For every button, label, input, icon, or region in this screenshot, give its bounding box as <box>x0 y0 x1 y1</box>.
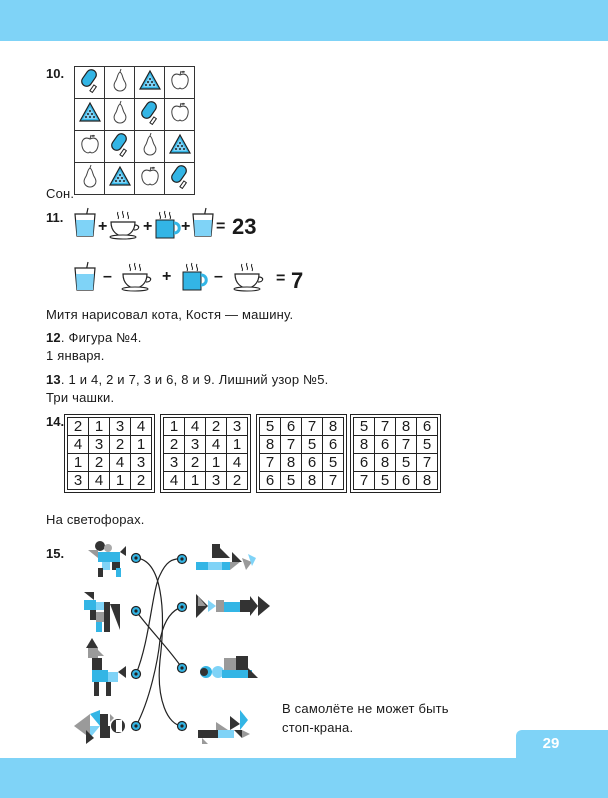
square-cell: 5 <box>302 436 323 454</box>
square-cell: 8 <box>354 436 375 454</box>
square-cell: 3 <box>206 472 227 490</box>
tangram-ship <box>196 544 256 570</box>
tangram-giraffe <box>86 638 126 696</box>
square-cell: 8 <box>323 418 344 436</box>
square-cell: 6 <box>354 454 375 472</box>
tangram-plane <box>198 710 250 744</box>
page-number: 29 <box>542 735 560 752</box>
plus-sign: + <box>181 218 191 235</box>
square-cell: 6 <box>396 472 417 490</box>
square-cell: 7 <box>281 436 302 454</box>
square-cell: 1 <box>185 472 206 490</box>
task-12-text: . Фигура №4. <box>60 330 142 345</box>
connecting-lines <box>136 558 182 726</box>
connector-dots <box>132 554 187 731</box>
square-cell: 4 <box>206 436 227 454</box>
line-robot-to-car <box>136 611 182 668</box>
square-cell: 6 <box>260 472 281 490</box>
square-cell: 4 <box>110 454 131 472</box>
task-10-answer: Сон. <box>46 186 75 201</box>
square-cell: 4 <box>89 472 110 490</box>
square-cell: 7 <box>260 454 281 472</box>
square-cell: 2 <box>206 418 227 436</box>
square-cell: 7 <box>375 418 396 436</box>
line-giraffe-to-ship <box>136 559 182 674</box>
task-12-number: 12 <box>46 330 61 345</box>
square-cell: 8 <box>260 436 281 454</box>
square-cell: 3 <box>89 436 110 454</box>
task-13-line2: Три чашки. <box>46 390 115 405</box>
square-cell: 3 <box>68 472 89 490</box>
square-cell: 8 <box>302 472 323 490</box>
square-cell: 5 <box>281 472 302 490</box>
square-cell: 6 <box>281 418 302 436</box>
square-cell: 8 <box>396 418 417 436</box>
square-cell: 5 <box>396 454 417 472</box>
square-cell: 5 <box>323 454 344 472</box>
equation-2-result: 7 <box>291 268 304 293</box>
square-cell: 5 <box>375 472 396 490</box>
square-cell: 5 <box>417 436 438 454</box>
square-cell: 3 <box>131 454 152 472</box>
square-cell: 2 <box>89 454 110 472</box>
square-cell: 6 <box>375 436 396 454</box>
square-cell: 1 <box>206 454 227 472</box>
equation-1-result: 23 <box>232 214 257 239</box>
tangram-car <box>200 656 258 678</box>
square-cell: 3 <box>227 418 248 436</box>
square-cell: 8 <box>417 472 438 490</box>
square-cell: 4 <box>227 454 248 472</box>
square-cell: 4 <box>185 418 206 436</box>
square-cell: 4 <box>164 472 185 490</box>
square-cell: 2 <box>164 436 185 454</box>
equals-sign: = <box>276 270 286 287</box>
task-10-number: 10. <box>46 66 65 81</box>
task-13-number: 13 <box>46 372 61 387</box>
task-11-number: 11. <box>46 210 64 225</box>
square-cell: 2 <box>110 436 131 454</box>
square-cell: 7 <box>396 436 417 454</box>
minus-sign: – <box>214 268 223 285</box>
task-15-answer-line2: стоп-крана. <box>282 720 354 735</box>
square-cell: 6 <box>302 454 323 472</box>
square-cell: 1 <box>89 418 110 436</box>
task-11-answer: Митя нарисовал кота, Костя — машину. <box>46 307 294 322</box>
square-cell: 1 <box>68 454 89 472</box>
square-cell: 8 <box>281 454 302 472</box>
tangram-fish-right <box>196 594 270 618</box>
plus-sign: + <box>98 218 108 235</box>
plus-sign: + <box>162 268 172 285</box>
square-cell: 7 <box>323 472 344 490</box>
bottom-band <box>0 758 608 798</box>
equals-sign: = <box>216 218 226 235</box>
tangram-fish <box>74 710 125 744</box>
task-12-line2: 1 января. <box>46 348 105 363</box>
tangram-robot <box>84 592 120 632</box>
plus-sign: + <box>143 218 153 235</box>
square-cell: 6 <box>417 418 438 436</box>
task-13-text: . 1 и 4, 2 и 7, 3 и 6, 8 и 9. Лишний узор №5. <box>60 372 329 387</box>
square-cell: 3 <box>185 436 206 454</box>
tangram-dog <box>88 541 126 577</box>
square-cell: 7 <box>354 472 375 490</box>
square-cell: 1 <box>164 418 185 436</box>
task-15-number: 15. <box>46 546 65 561</box>
square-cell: 2 <box>227 472 248 490</box>
square-cell: 1 <box>110 472 131 490</box>
square-cell: 8 <box>375 454 396 472</box>
square-cell: 6 <box>323 436 344 454</box>
square-cell: 1 <box>131 436 152 454</box>
square-cell: 4 <box>68 436 89 454</box>
square-cell: 3 <box>164 454 185 472</box>
square-cell: 2 <box>68 418 89 436</box>
square-cell: 2 <box>131 472 152 490</box>
task-14-number: 14. <box>46 414 65 429</box>
square-cell: 7 <box>302 418 323 436</box>
square-cell: 3 <box>110 418 131 436</box>
square-cell: 5 <box>260 418 281 436</box>
square-cell: 1 <box>227 436 248 454</box>
square-cell: 2 <box>185 454 206 472</box>
square-cell: 7 <box>417 454 438 472</box>
square-cell: 4 <box>131 418 152 436</box>
task-15-answer-line1: В самолёте не может быть <box>282 701 449 716</box>
square-cell: 5 <box>354 418 375 436</box>
minus-sign: – <box>103 268 112 285</box>
task-14-answer: На светофорах. <box>46 512 145 527</box>
line-dog-to-plane <box>136 558 182 726</box>
